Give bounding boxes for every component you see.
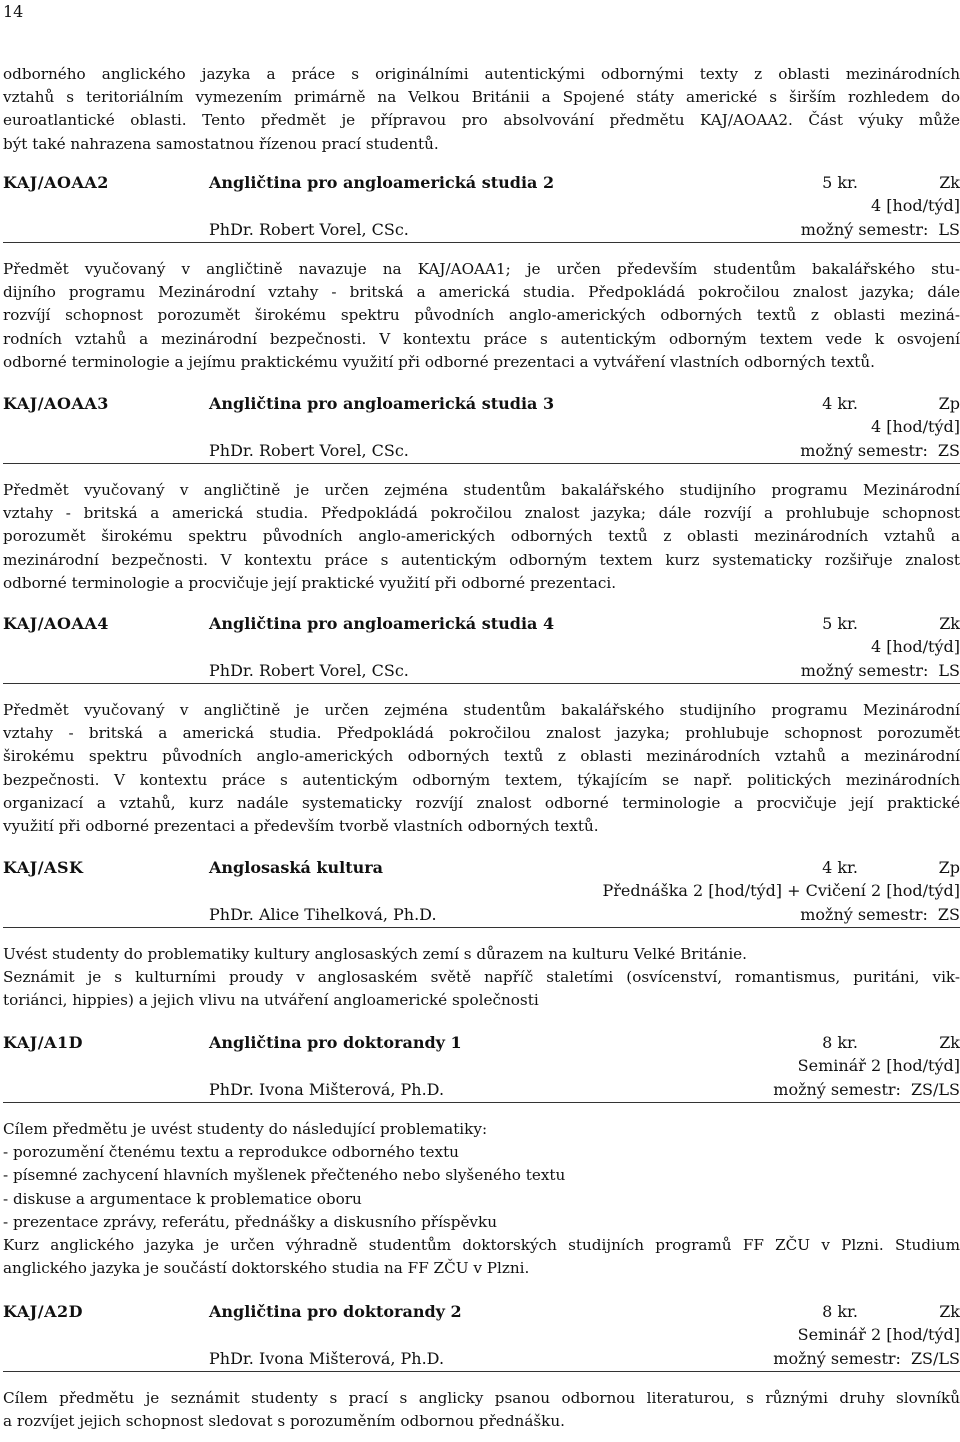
- text-line: Předmět vyučovaný v angličtině navazuje na KAJ/AOAA1; je určen především studentům bakalářského stu-: [3, 260, 960, 278]
- semester-value: ZS: [937, 441, 960, 460]
- course-teacher: PhDr. Ivona Mišterová, Ph.D.: [209, 1080, 445, 1099]
- divider-rule: [3, 1371, 960, 1372]
- course-semester: [800, 441, 960, 460]
- divider-rule: [3, 463, 960, 464]
- semester-value: ZS: [937, 905, 960, 924]
- text-line: Cílem předmětu je seznámit studenty s prací s anglicky psanou odbornou literaturou, s různými druhy slovníků: [3, 1389, 960, 1407]
- text-line: Uvést studenty do problematiky kultury anglosaských zemí s důrazem na kulturu Velké Británie.: [3, 945, 748, 963]
- course-header: [3, 1302, 960, 1325]
- course-hours: 4 [hod/týd]: [870, 196, 960, 215]
- page-number: 14: [3, 2, 24, 21]
- course-entry: [3, 1033, 960, 1280]
- semester-label: možný semestr:: [800, 220, 929, 239]
- course-teacher: PhDr. Robert Vorel, CSc.: [209, 220, 409, 239]
- course-entry: [3, 614, 960, 838]
- course-title: Angličtina pro angloamerická studia 3: [209, 394, 555, 413]
- text-line: dijního programu Mezinárodní vztahy - britská a americká studia. Předpokládá pokročilou znalost jazyka; dále: [3, 283, 960, 302]
- course-hours: Přednáška 2 [hod/týd] + Cvičení 2 [hod/týd]: [602, 881, 960, 900]
- course-hours: 4 [hod/týd]: [870, 637, 960, 656]
- course-semester: [801, 220, 960, 239]
- intro-paragraph: [3, 63, 960, 156]
- course-header: [3, 858, 960, 881]
- text-line: Předmět vyučovaný v angličtině je určen zejména studentům bakalářského studijního programu Mezinárodní: [3, 701, 960, 719]
- course-header: [3, 1033, 960, 1056]
- text-line: využití při odborné prezentaci a především tvorbě vlastních odborných textů.: [3, 817, 599, 836]
- text-line: vztahy - britská a americká studia. Předpokládá pokročilou znalost jazyka; dále rozvíjí a prohlubuje schopnost: [3, 504, 960, 523]
- text-line: - porozumění čtenému textu a reprodukce odborného textu: [3, 1143, 459, 1162]
- course-title: Angličtina pro doktorandy 2: [209, 1302, 462, 1321]
- course-exam-type: Zp: [938, 394, 960, 413]
- semester-label: možný semestr:: [800, 661, 929, 680]
- semester-label: možný semestr:: [773, 1349, 901, 1368]
- text-line: rodních vztahů a mezinárodní bezpečnosti. V kontextu práce s autentickým odborným textem vede k osvojení: [3, 329, 960, 348]
- course-semester: [773, 1080, 960, 1099]
- course-teacher-row: [3, 220, 960, 248]
- text-line: vztahy - britská a americká studia. Předpokládá pokročilou znalost jazyka; prohlubuje schopnost porozumět: [3, 724, 960, 743]
- course-semester: [800, 905, 960, 924]
- course-teacher-row: [3, 441, 960, 469]
- course-entry: [3, 394, 960, 595]
- course-code: KAJ/AOAA2: [3, 173, 109, 192]
- text-line: porozumět širokému spektru původních anglo-amerických odborných textů z oblasti mezinárodních vztahů a: [3, 527, 960, 546]
- text-line: Cílem předmětu je uvést studenty do následující problematiky:: [3, 1120, 488, 1138]
- course-hours-row: [3, 417, 960, 441]
- course-credits: 4 kr.: [822, 394, 858, 413]
- course-description: [3, 258, 960, 374]
- text-line: - diskuse a argumentace k problematice oboru: [3, 1189, 362, 1208]
- course-exam-type: Zk: [939, 173, 960, 192]
- course-credits: 8 kr.: [822, 1033, 858, 1052]
- text-line: - písemné zachycení hlavních myšlenek přečteného nebo slyšeného textu: [3, 1166, 566, 1185]
- text-line: být také nahrazena samostatnou řízenou prací studentů.: [3, 134, 439, 153]
- course-code: KAJ/A2D: [3, 1302, 84, 1321]
- course-header: [3, 173, 960, 196]
- course-title: Anglosaská kultura: [209, 858, 384, 877]
- course-teacher-row: [3, 661, 960, 689]
- semester-label: možný semestr:: [800, 905, 928, 924]
- course-hours-row: [3, 881, 960, 905]
- course-code: KAJ/A1D: [3, 1033, 84, 1052]
- text-line: Předmět vyučovaný v angličtině je určen zejména studentům bakalářského studijního programu Mezinárodní: [3, 481, 960, 499]
- divider-rule: [3, 1102, 960, 1103]
- text-line: vztahů s teritoriálním vymezením primárně na Velkou Británii a Spojené státy americké s širším rozhledem do: [3, 88, 960, 107]
- course-hours-row: [3, 637, 960, 661]
- semester-value: LS: [938, 220, 960, 239]
- text-line: mezinárodní bezpečnosti. V kontextu práce s autentickým odborným textem kurz systematicky rozšiřuje znalost: [3, 550, 960, 569]
- course-hours: 4 [hod/týd]: [870, 417, 960, 436]
- course-description: [3, 1118, 960, 1280]
- page-content: [3, 0, 960, 1431]
- text-line: organizací a vztahů, kurz nadále systematicky rozvíjí znalost odborné terminologie a procvičuje její praktické: [3, 793, 960, 812]
- course-description: [3, 479, 960, 595]
- course-teacher-row: [3, 905, 960, 933]
- text-line: euroatlantické oblasti. Tento předmět je přípravou pro absolvování předmětu KAJ/AOAA2. Část výuky může: [3, 111, 960, 130]
- text-line: rozvíjí schopnost porozumět širokému spektru původních anglo-amerických odborných textů z oblasti meziná-: [3, 306, 960, 325]
- semester-value: LS: [938, 661, 960, 680]
- course-credits: 5 kr.: [822, 614, 858, 633]
- course-header: [3, 394, 960, 417]
- course-teacher: PhDr. Alice Tihelková, Ph.D.: [209, 905, 437, 924]
- divider-rule: [3, 927, 960, 928]
- text-line: anglického jazyka je součástí doktorského studia na FF ZČU v Plzni.: [3, 1259, 530, 1278]
- course-description: [3, 1387, 960, 1433]
- course-code: KAJ/AOAA4: [3, 614, 109, 633]
- text-line: odborné terminologie a jejímu praktickému využití při odborné prezentaci a vytváření vlastních odborných textů.: [3, 352, 875, 371]
- course-title: Angličtina pro angloamerická studia 2: [209, 173, 555, 192]
- course-description: [3, 943, 960, 1013]
- course-semester: [773, 1349, 960, 1368]
- course-entry: [3, 1302, 960, 1433]
- course-hours: Seminář 2 [hod/týd]: [797, 1056, 960, 1075]
- semester-value: ZS/LS: [910, 1349, 960, 1368]
- text-line: bezpečnosti. V kontextu práce s autentickým odborným textem, týkajícím se např. politických mezinárodních: [3, 770, 960, 789]
- course-exam-type: Zk: [939, 1302, 960, 1321]
- course-credits: 5 kr.: [822, 173, 858, 192]
- text-line: širokému spektru původních anglo-amerických odborných textů z oblasti mezinárodních vztahů a mezinárodní: [3, 747, 960, 766]
- text-line: a rozvíjet jejich schopnost sledovat s porozuměním odbornou přednášku.: [3, 1412, 565, 1431]
- course-hours-row: [3, 1325, 960, 1349]
- text-line: odborné terminologie a procvičuje její praktické využití při odborné prezentaci.: [3, 573, 617, 592]
- divider-rule: [3, 683, 960, 684]
- text-line: odborného anglického jazyka a práce s originálními autentickými odbornými texty z oblasti mezinárodních: [3, 65, 960, 83]
- course-exam-type: Zk: [939, 614, 960, 633]
- course-header: [3, 614, 960, 637]
- text-line: Seznámit je s kulturními proudy v anglosaském světě napříč staletími (osvícenství, romantismus, puritáni, vik-: [3, 968, 960, 987]
- course-teacher: PhDr. Robert Vorel, CSc.: [209, 661, 409, 680]
- semester-value: ZS/LS: [910, 1080, 960, 1099]
- course-title: Angličtina pro doktorandy 1: [209, 1033, 462, 1052]
- course-title: Angličtina pro angloamerická studia 4: [209, 614, 555, 633]
- course-exam-type: Zp: [938, 858, 960, 877]
- course-hours-row: [3, 196, 960, 220]
- text-line: - prezentace zprávy, referátu, přednášky a diskusního příspěvku: [3, 1212, 497, 1231]
- course-description: [3, 699, 960, 838]
- course-hours-row: [3, 1056, 960, 1080]
- course-teacher: PhDr. Ivona Mišterová, Ph.D.: [209, 1349, 445, 1368]
- course-credits: 8 kr.: [822, 1302, 858, 1321]
- text-line: Kurz anglického jazyka je určen výhradně studentům doktorských studijních programů FF ZČU v Plzni. Studium: [3, 1236, 960, 1255]
- course-code: KAJ/AOAA3: [3, 394, 109, 413]
- divider-rule: [3, 242, 960, 243]
- course-teacher: PhDr. Robert Vorel, CSc.: [209, 441, 409, 460]
- text-line: toriánci, hippies) a jejich vlivu na utváření angloamerické společnosti: [3, 991, 539, 1010]
- course-code: KAJ/ASK: [3, 858, 84, 877]
- course-entry: [3, 173, 960, 374]
- course-credits: 4 kr.: [822, 858, 858, 877]
- course-exam-type: Zk: [939, 1033, 960, 1052]
- course-entry: [3, 858, 960, 1013]
- semester-label: možný semestr:: [773, 1080, 901, 1099]
- course-teacher-row: [3, 1080, 960, 1108]
- course-semester: [801, 661, 960, 680]
- course-teacher-row: [3, 1349, 960, 1377]
- course-hours: Seminář 2 [hod/týd]: [797, 1325, 960, 1344]
- semester-label: možný semestr:: [800, 441, 928, 460]
